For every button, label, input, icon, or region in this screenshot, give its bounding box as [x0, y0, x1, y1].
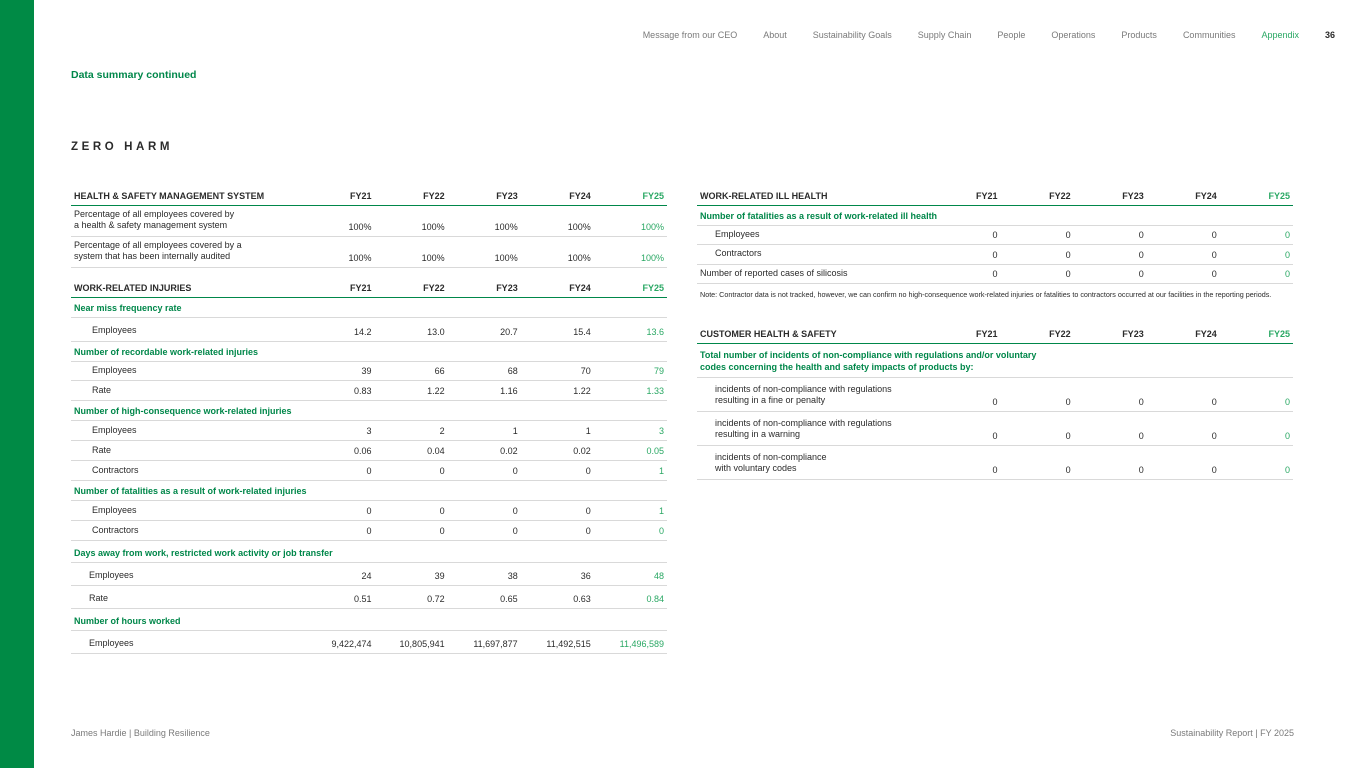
row-label: Employees	[71, 563, 301, 586]
cell-value: 0.04	[374, 441, 447, 461]
cell-value: 0	[1220, 411, 1293, 445]
cell-value: 10,805,941	[374, 631, 447, 654]
cell-value: 0.05	[594, 441, 667, 461]
cell-value: 0	[448, 501, 521, 521]
cell-value: 66	[374, 361, 447, 381]
table-row	[697, 377, 1293, 411]
cell-value: 100%	[301, 205, 374, 236]
contractor-note: Note: Contractor data is not tracked, however, we can confirm no high-consequence work-related injuries or fatalities to contractors occurred at our facilities in the reporting periods.	[700, 290, 1272, 299]
cell-value: 48	[594, 563, 667, 586]
cell-value: 79	[594, 361, 667, 381]
cell-value: 3	[594, 421, 667, 441]
group-label: Number of high-consequence work-related injuries	[71, 401, 667, 421]
row-label: Employees	[71, 361, 301, 381]
nav-communities[interactable]: Communities	[1182, 30, 1236, 40]
row-label: incidents of non-compliance with voluntary codes	[697, 445, 927, 479]
cell-value: 0	[521, 461, 594, 481]
group-label: Total number of incidents of non-compliance with regulations and/or voluntary codes concerning the health and safety impacts of products by:	[697, 343, 1293, 377]
spacer-row	[71, 267, 667, 275]
cell-value: 15.4	[521, 317, 594, 341]
injuries-heading: WORK-RELATED INJURIES	[71, 275, 301, 297]
group-row	[71, 481, 667, 501]
cell-value: 100%	[448, 205, 521, 236]
group-label: Number of fatalities as a result of work-related injuries	[71, 481, 667, 501]
year-header: FY22	[1000, 321, 1073, 343]
cell-value: 0	[1000, 245, 1073, 265]
cell-value: 24	[301, 563, 374, 586]
group-row	[71, 341, 667, 361]
row-label: Contractors	[697, 245, 927, 265]
year-header: FY21	[301, 183, 374, 205]
nav-sustainability-goals[interactable]: Sustainability Goals	[812, 30, 892, 40]
cell-value: 0.83	[301, 381, 374, 401]
group-label: Number of fatalities as a result of work-related ill health	[697, 205, 1293, 225]
cell-value: 0	[1000, 225, 1073, 245]
table-row	[697, 264, 1293, 284]
cell-value: 11,492,515	[521, 631, 594, 654]
table-row	[697, 245, 1293, 265]
nav-ceo-message[interactable]: Message from our CEO	[642, 30, 738, 40]
cell-value: 13.6	[594, 317, 667, 341]
cell-value: 14.2	[301, 317, 374, 341]
ill-health-table	[697, 183, 1293, 284]
footer-right: Sustainability Report | FY 2025	[1170, 728, 1294, 738]
cell-value: 1.22	[374, 381, 447, 401]
cell-value: 0	[927, 411, 1000, 445]
cell-value: 0.65	[448, 586, 521, 609]
cell-value: 0	[448, 521, 521, 541]
page-number: 36	[1324, 30, 1335, 40]
section-subtitle: Data summary continued	[71, 69, 197, 81]
ill-health-header-row	[697, 183, 1293, 205]
cell-value: 0.06	[301, 441, 374, 461]
cell-value: 1	[594, 501, 667, 521]
cell-value: 1.16	[448, 381, 521, 401]
right-column	[697, 183, 1293, 480]
injuries-table	[71, 275, 667, 654]
row-label: Employees	[71, 501, 301, 521]
customer-heading: CUSTOMER HEALTH & SAFETY	[697, 321, 927, 343]
group-row	[71, 401, 667, 421]
footer-left: James Hardie | Building Resilience	[71, 728, 210, 738]
cell-value: 0	[374, 521, 447, 541]
year-header: FY22	[374, 275, 447, 297]
row-label: Number of reported cases of silicosis	[697, 264, 927, 284]
cell-value: 0	[927, 225, 1000, 245]
customer-safety-table	[697, 321, 1293, 480]
table-row	[71, 317, 667, 341]
cell-value: 0	[1074, 264, 1147, 284]
side-accent-bar	[0, 0, 34, 768]
ill-health-heading: WORK-RELATED ILL HEALTH	[697, 183, 927, 205]
table-row	[71, 461, 667, 481]
cell-value: 100%	[521, 205, 594, 236]
cell-value: 11,697,877	[448, 631, 521, 654]
cell-value: 1	[594, 461, 667, 481]
table-row	[71, 361, 667, 381]
cell-value: 0.72	[374, 586, 447, 609]
cell-value: 1.22	[521, 381, 594, 401]
table-row	[71, 441, 667, 461]
year-header: FY25	[594, 183, 667, 205]
cell-value: 39	[301, 361, 374, 381]
cell-value: 0	[1147, 411, 1220, 445]
row-label: Contractors	[71, 521, 301, 541]
group-row	[71, 609, 667, 631]
year-header: FY22	[1000, 183, 1073, 205]
year-header: FY22	[374, 183, 447, 205]
row-label: Employees	[71, 317, 301, 341]
year-header: FY21	[927, 321, 1000, 343]
year-header: FY25	[1220, 183, 1293, 205]
cell-value: 0	[301, 461, 374, 481]
cell-value: 0	[927, 264, 1000, 284]
table-row	[71, 501, 667, 521]
cell-value: 13.0	[374, 317, 447, 341]
cell-value: 0	[1147, 245, 1220, 265]
cell-value: 0	[1220, 377, 1293, 411]
year-header: FY24	[1147, 183, 1220, 205]
group-label: Number of hours worked	[71, 609, 667, 631]
table-row	[697, 445, 1293, 479]
cell-value: 1	[448, 421, 521, 441]
cell-value: 0	[1000, 377, 1073, 411]
cell-value: 3	[301, 421, 374, 441]
hsms-header-row	[71, 183, 667, 205]
group-row	[71, 297, 667, 317]
cell-value: 68	[448, 361, 521, 381]
nav-about[interactable]: About	[763, 30, 787, 40]
cell-value: 20.7	[448, 317, 521, 341]
cell-value: 11,496,589	[594, 631, 667, 654]
cell-value: 0	[1000, 264, 1073, 284]
table-row	[71, 236, 667, 267]
cell-value: 100%	[374, 236, 447, 267]
section-title: ZERO HARM	[71, 141, 174, 153]
year-header: FY21	[301, 275, 374, 297]
year-header: FY23	[448, 275, 521, 297]
cell-value: 0	[1220, 445, 1293, 479]
cell-value: 0	[521, 521, 594, 541]
cell-value: 0	[1147, 264, 1220, 284]
cell-value: 0.02	[521, 441, 594, 461]
cell-value: 0	[1074, 245, 1147, 265]
row-label: Rate	[71, 381, 301, 401]
cell-value: 0	[1000, 411, 1073, 445]
hsms-heading: HEALTH & SAFETY MANAGEMENT SYSTEM	[71, 183, 301, 205]
left-column	[71, 183, 667, 654]
cell-value: 0	[1147, 225, 1220, 245]
cell-value: 100%	[374, 205, 447, 236]
row-label: Employees	[71, 421, 301, 441]
cell-value: 0.84	[594, 586, 667, 609]
group-row	[71, 541, 667, 563]
nav-operations[interactable]: Operations	[1051, 30, 1096, 40]
row-label: Contractors	[71, 461, 301, 481]
cell-value: 100%	[594, 205, 667, 236]
cell-value: 70	[521, 361, 594, 381]
cell-value: 100%	[448, 236, 521, 267]
cell-value: 0	[1074, 225, 1147, 245]
cell-value: 0	[448, 461, 521, 481]
cell-value: 100%	[301, 236, 374, 267]
row-label: Percentage of all employees covered by a system that has been internally audited	[71, 236, 301, 267]
row-label: Employees	[697, 225, 927, 245]
cell-value: 0	[1074, 411, 1147, 445]
cell-value: 0	[1220, 245, 1293, 265]
year-header: FY25	[594, 275, 667, 297]
year-header: FY21	[927, 183, 1000, 205]
cell-value: 100%	[521, 236, 594, 267]
cell-value: 1	[521, 421, 594, 441]
table-row	[71, 521, 667, 541]
cell-value: 0	[594, 521, 667, 541]
cell-value: 38	[448, 563, 521, 586]
customer-header-row	[697, 321, 1293, 343]
year-header: FY23	[1074, 183, 1147, 205]
row-label: incidents of non-compliance with regulations resulting in a fine or penalty	[697, 377, 927, 411]
cell-value: 0.51	[301, 586, 374, 609]
injuries-header-row	[71, 275, 667, 297]
table-row	[71, 631, 667, 654]
cell-value: 0	[1220, 225, 1293, 245]
row-label: Rate	[71, 441, 301, 461]
nav-supply-chain[interactable]: Supply Chain	[917, 30, 972, 40]
table-row	[71, 421, 667, 441]
table-row	[697, 411, 1293, 445]
top-navigation	[617, 30, 1335, 40]
group-label: Near miss frequency rate	[71, 297, 667, 317]
cell-value: 0	[374, 461, 447, 481]
group-row	[697, 343, 1293, 377]
cell-value: 100%	[594, 236, 667, 267]
cell-value: 2	[374, 421, 447, 441]
cell-value: 0	[927, 377, 1000, 411]
nav-products[interactable]: Products	[1121, 30, 1157, 40]
year-header: FY24	[521, 275, 594, 297]
cell-value: 0	[1147, 377, 1220, 411]
cell-value: 0	[301, 501, 374, 521]
nav-appendix[interactable]: Appendix	[1261, 30, 1299, 40]
cell-value: 39	[374, 563, 447, 586]
year-header: FY23	[448, 183, 521, 205]
cell-value: 0	[927, 445, 1000, 479]
cell-value: 0	[1147, 445, 1220, 479]
cell-value: 9,422,474	[301, 631, 374, 654]
cell-value: 0	[1074, 377, 1147, 411]
table-row	[697, 225, 1293, 245]
hsms-table	[71, 183, 667, 275]
cell-value: 0	[1074, 445, 1147, 479]
row-label: Employees	[71, 631, 301, 654]
cell-value: 0.63	[521, 586, 594, 609]
year-header: FY24	[521, 183, 594, 205]
year-header: FY24	[1147, 321, 1220, 343]
cell-value: 0	[301, 521, 374, 541]
table-row	[71, 586, 667, 609]
year-header: FY25	[1220, 321, 1293, 343]
table-row	[71, 381, 667, 401]
cell-value: 0	[374, 501, 447, 521]
row-label: Rate	[71, 586, 301, 609]
group-row	[697, 205, 1293, 225]
year-header: FY23	[1074, 321, 1147, 343]
cell-value: 1.33	[594, 381, 667, 401]
cell-value: 0	[1220, 264, 1293, 284]
table-row	[71, 563, 667, 586]
group-label: Number of recordable work-related injuries	[71, 341, 667, 361]
table-row	[71, 205, 667, 236]
row-label: incidents of non-compliance with regulations resulting in a warning	[697, 411, 927, 445]
cell-value: 0	[1000, 445, 1073, 479]
cell-value: 0	[521, 501, 594, 521]
group-label: Days away from work, restricted work activity or job transfer	[71, 541, 667, 563]
nav-people[interactable]: People	[997, 30, 1026, 40]
cell-value: 36	[521, 563, 594, 586]
row-label: Percentage of all employees covered by a health & safety management system	[71, 205, 301, 236]
cell-value: 0	[927, 245, 1000, 265]
cell-value: 0.02	[448, 441, 521, 461]
